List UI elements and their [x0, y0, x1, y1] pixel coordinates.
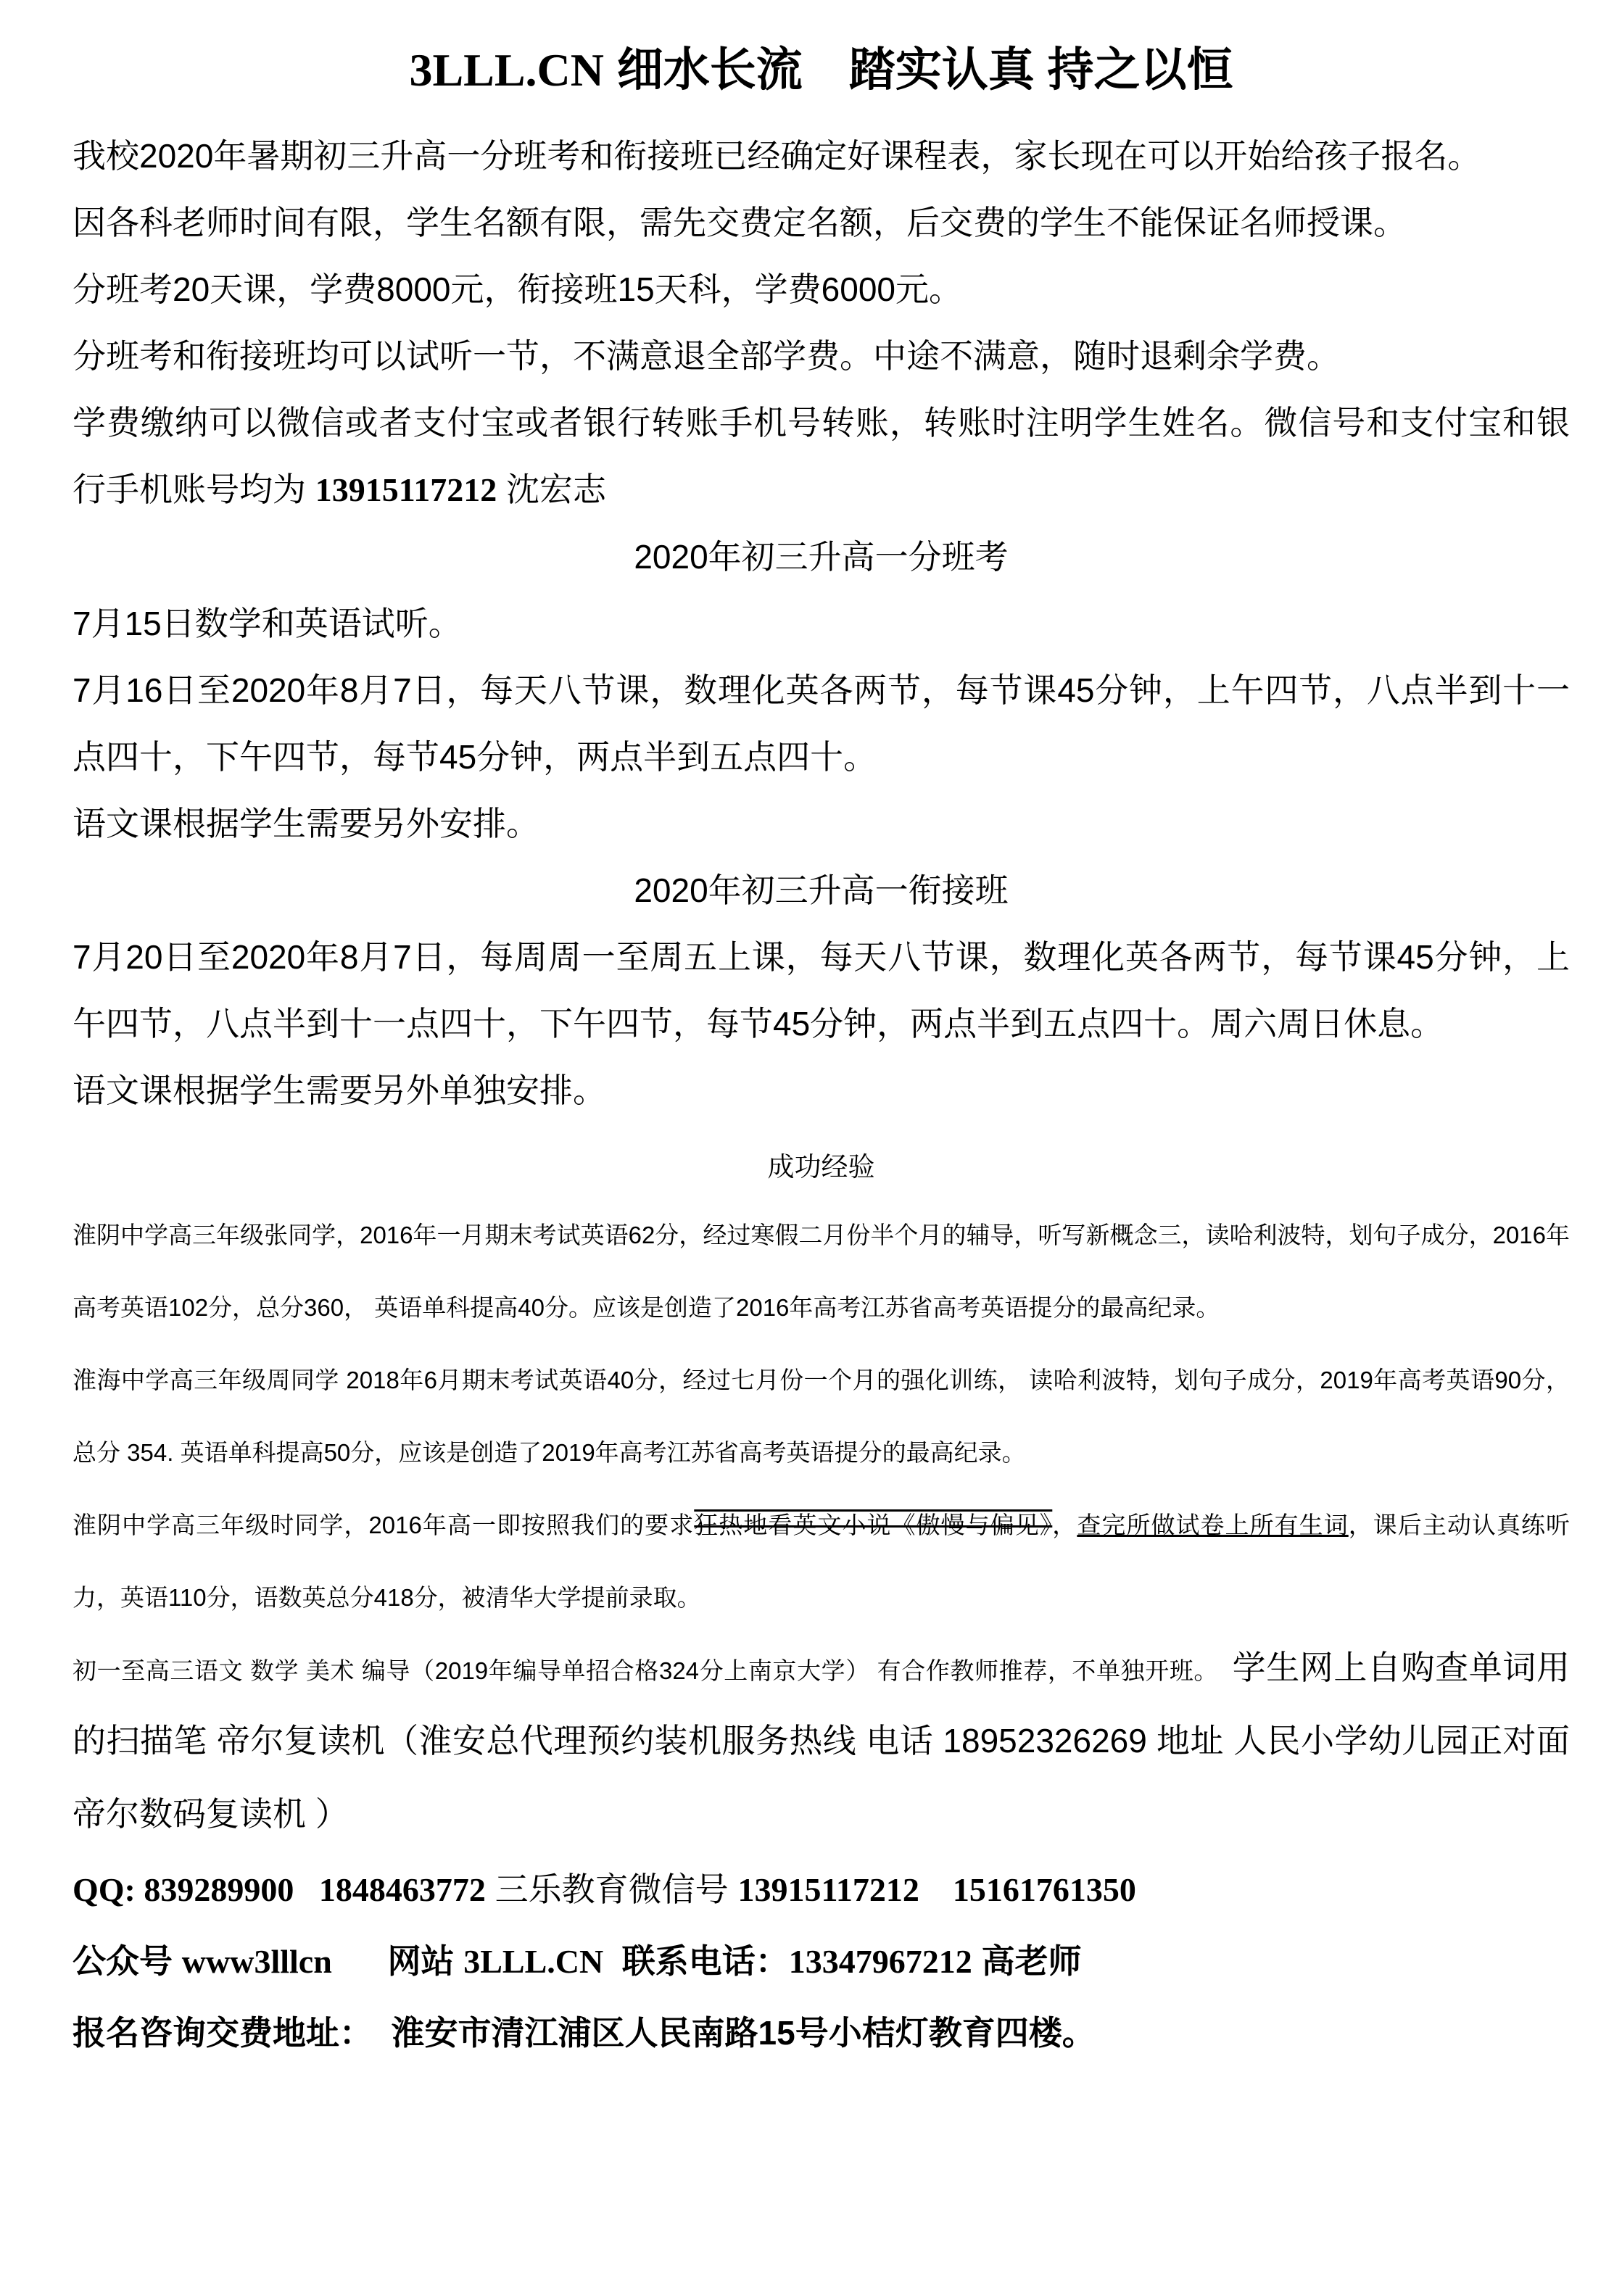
- intro-paragraph-1: 我校2020年暑期初三升高一分班考和衔接班已经确定好课程表，家长现在可以开始给孩子报名。: [73, 137, 1481, 175]
- qq-wechat-line: [73, 1854, 1570, 1926]
- intro-paragraph-2: 因各科老师时间有限，学生名额有限，需先交费定名额，后交费的学生不能保证名师授课。: [73, 204, 1407, 241]
- placement-exam-heading: 2020年初三升高一分班考: [634, 538, 1009, 576]
- qq-numbers: QQ: 839289900 1848463772: [73, 1871, 486, 1908]
- success-story-1: 淮阴中学高三年级张同学，2016年一月期末考试英语62分，经过寒假二月份半个月的辅导，听写新概念三，读哈利波特，划句子成分，2016年高考英语102分，总分360， 英语单科提高40分。应该是创造了2016年高考江苏省高考英语提分的最高纪录。: [73, 1222, 1570, 1321]
- address-label: 报名咨询交费地址：: [73, 2014, 373, 2052]
- intro-paragraph-4: 分班考和衔接班均可以试听一节，不满意退全部学费。中途不满意，随时退剩余学费。: [73, 337, 1340, 375]
- scanner-pen-reader-text: 学生网上自购查单词用的扫描笔 帝尔复读机（淮安总代理预约装机服务热线 电话 18952326269 地址 人民小学幼儿园正对面帝尔数码复读机 ）: [73, 1649, 1571, 1833]
- bridge-class-paragraph-2: 语文课根据学生需要另外单独安排。: [73, 1072, 606, 1109]
- contact-phone-label: 联系电话：: [603, 1942, 789, 1980]
- contact-phone-number: 13347967212: [788, 1943, 972, 1980]
- payment-phone-number: 13915117212: [315, 471, 497, 508]
- title-slogan: 细水长流 踏实认真 持之以恒: [603, 43, 1233, 96]
- registration-address-line: [73, 1997, 1570, 2068]
- web-contact-line: [73, 1926, 1570, 1997]
- intro-paragraph-3: 分班考20天课，学费8000元，衔接班15天科，学费6000元。: [73, 270, 962, 308]
- success-story-2: 淮海中学高三年级周同学 2018年6月期末考试英语40分，经过七月份一个月的强化训练， 读哈利波特，划句子成分，2019年高考英语90分， 总分 354. 英语单科提高50分，应该是创造了2019年高考江苏省高考英语提分的最高纪录。: [73, 1367, 1577, 1466]
- success-story-3: [73, 1489, 1570, 1634]
- story3-underlined-text: 查完所做试卷上所有生词: [1077, 1512, 1349, 1538]
- story3-text-before: 淮阴中学高三年级时同学，2016年高一即按照我们的要求: [73, 1512, 695, 1538]
- wechat-label: 三乐教育微信号: [485, 1870, 738, 1908]
- intro-paragraph-5: [73, 389, 1570, 523]
- gongzhonghao-label: 公众号: [73, 1942, 182, 1980]
- bridge-class-heading: 2020年初三升高一衔接班: [634, 871, 1009, 909]
- payment-text: 学费缴纳可以微信或者支付宝或者银行转账手机号转账，转账时注明学生姓名。微信号和支付宝和银行手机账号均为: [73, 404, 1570, 508]
- story3-text-after: ，课后主动认真练听力，英语110分，语数英总分418分，被清华大学提前录取。: [73, 1512, 1571, 1611]
- website-url: 3LLL.CN: [463, 1943, 604, 1980]
- website-label: 网站: [331, 1942, 464, 1980]
- story3-struck-text: 狂热地看英文小说《傲慢与偏见》: [694, 1512, 1053, 1538]
- courses-offered-text: 初一至高三语文 数学 美术 编导（2019年编导单招合格324分上南京大学） 有合作教师推荐，不单独开班。: [73, 1657, 1233, 1684]
- success-stories-heading: 成功经验: [767, 1152, 875, 1182]
- placement-exam-paragraph-3: 语文课根据学生需要另外安排。: [73, 805, 539, 842]
- story3-comma: ，: [1052, 1512, 1077, 1538]
- teacher-name: 高老师: [972, 1942, 1082, 1980]
- address-value: 淮安市清江浦区人民南路15号小桔灯教育四楼。: [373, 2014, 1096, 2052]
- site-name: 3LLL.CN: [409, 44, 604, 96]
- payment-account-name: 沈宏志: [497, 471, 607, 508]
- placement-exam-paragraph-1: 7月15日数学和英语试听。: [73, 605, 462, 642]
- gongzhonghao-id: www3lllcn: [181, 1943, 332, 1980]
- courses-and-devices: [73, 1634, 1570, 1854]
- wechat-numbers: 13915117212 15161761350: [737, 1871, 1136, 1908]
- placement-exam-paragraph-2: 7月16日至2020年8月7日，每天八节课，数理化英各两节，每节课45分钟，上午四节，八点半到十一点四十，下午四节，每节45分钟，两点半到五点四十。: [73, 671, 1570, 776]
- bridge-class-paragraph-1: 7月20日至2020年8月7日，每周周一至周五上课，每天八节课，数理化英各两节，每节课45分钟，上午四节，八点半到十一点四十，下午四节，每节45分钟，两点半到五点四十。周六周日休息。: [73, 938, 1570, 1043]
- page-title: [73, 33, 1570, 107]
